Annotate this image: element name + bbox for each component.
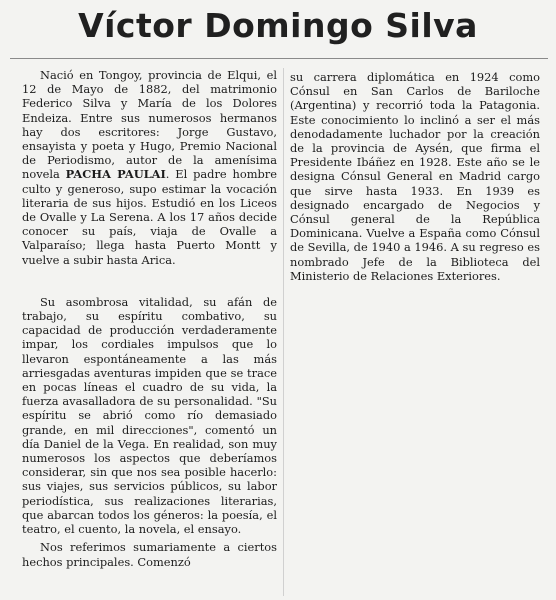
paragraph-diplomatic-career: su carrera diplomática en 1924 como Cónsul en San Carlos de Bariloche (Argentina) y recorrió toda la Patagonia. Este conocimiento lo inclinó a ser el más denodadamente luchador por la creación de la provincia de Aysén, que firma el Presidente Ibáñez en 1928. Este año se le designa Cónsul General en Madrid cargo que sirve hasta 1933. En 1939 es designado encargado de Negocios y Cónsul general de la República Dominicana. Vuelve a España como Cónsul de Sevilla, de 1940 a 1946. A su regreso es nombrado Jefe de la Biblioteca del Ministerio de Relaciones Exteriores. <box>290 70 540 283</box>
left-column <box>22 68 277 569</box>
article-title: Víctor Domingo Silva <box>78 6 478 45</box>
paragraph-summary: Nos referimos sumariamente a ciertos hechos principales. Comenzó <box>22 540 277 569</box>
novel-title: PACHA PAULAI <box>65 167 166 182</box>
paragraph-vitality: Su asombrosa vitalidad, su afán de trabajo, su espíritu combativo, su capacidad de producción verdaderamente impar, los cordiales impulsos que lo llevaron espontáneamente a las más arriesgadas aventuras impiden que se trace en pocas líneas el cuadro de su vida, la fuerza avasalladora de su personalidad. "Su espíritu se abrió como río demasiado grande, en mil direcciones", comentó un día Daniel de la Vega. En realidad, son muy numerosos los aspectos que deberíamos considerar, sin que nos sea posible hacerlo: sus viajes, sus servicios públicos, su labor periodística, sus realizaciones literarias, que abarcan todos los géneros: la poesía, el teatro, el cuento, la novela, el ensayo. <box>22 294 277 537</box>
paragraph-birth: Nació en Tongoy, provincia de Elqui, el 12 de Mayo de 1882, del matrimonio Federico Silva y María de los Dolores Endeiza. Entre sus numerosos hermanos hay dos escritores: Jorge Gustavo, ensayista y poeta y Hugo, Premio Nacional de Periodismo, autor de la amenísima novela PACHA PAULAI. El padre hombre culto y generoso, supo estimar la vocación literaria de sus hijos. Estudió en los Liceos de Ovalle y La Serena. A los 17 años decide conocer su país, viaja de Ovalle a Valparaíso; llega hasta Puerto Montt y vuelve a subir hasta Arica. <box>22 68 277 267</box>
title-rule <box>10 58 548 59</box>
right-column <box>290 70 540 283</box>
column-divider <box>283 68 284 596</box>
